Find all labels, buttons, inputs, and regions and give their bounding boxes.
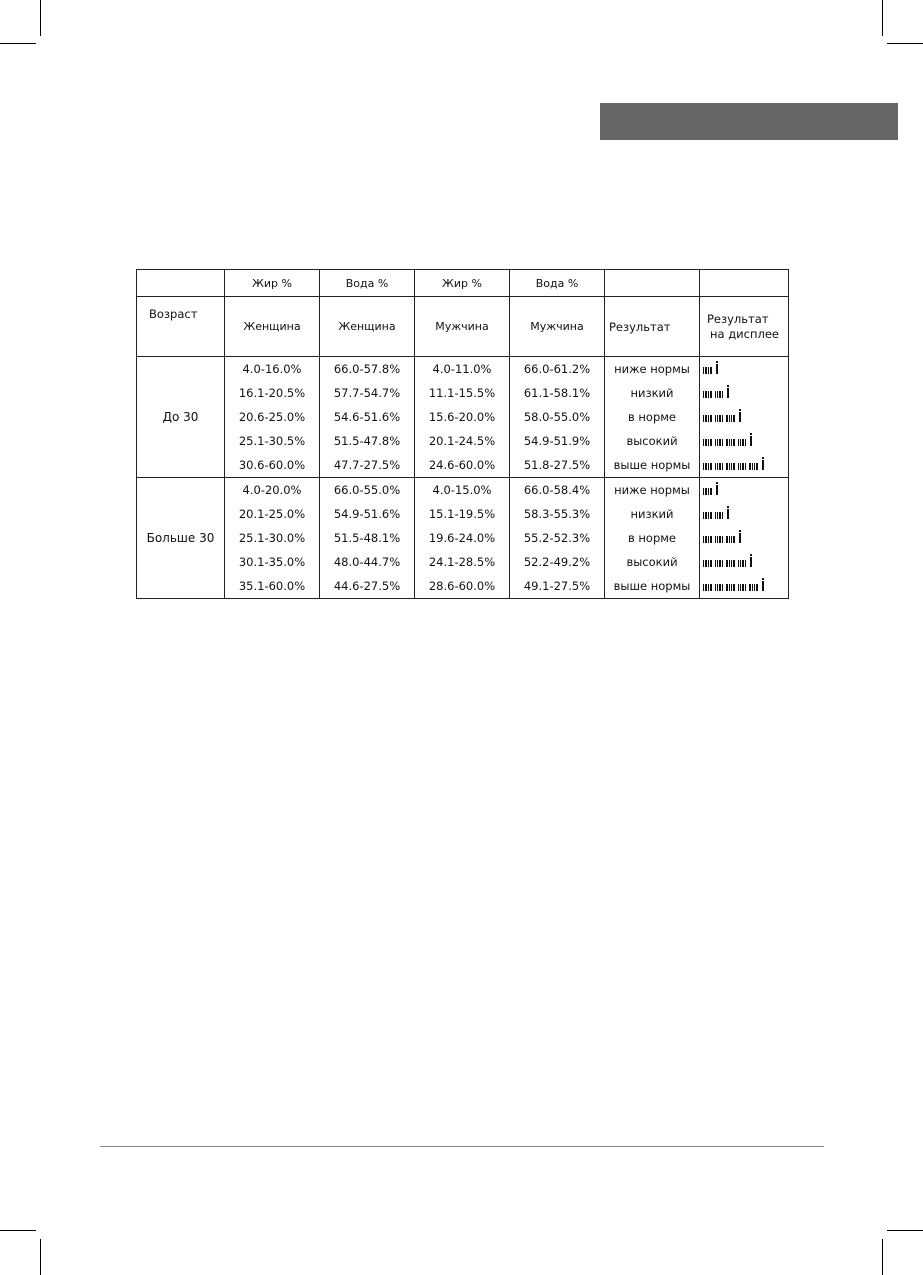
result-label: низкий xyxy=(630,507,674,521)
lcd-bar xyxy=(703,367,704,374)
lcd-bar xyxy=(710,439,711,446)
value: 58.3-55.3% xyxy=(523,507,591,521)
lcd-bar xyxy=(733,463,734,470)
lcd-bar-segment xyxy=(703,391,712,398)
lcd-bar-segment xyxy=(715,560,724,567)
lcd-bar xyxy=(754,463,755,470)
lcd-bars-icon xyxy=(703,388,729,398)
header-cell xyxy=(137,270,225,297)
lcd-bar xyxy=(717,391,718,398)
lcd-bar xyxy=(715,415,716,422)
value: 48.0-44.7% xyxy=(333,555,401,569)
header-cell-water-male: Вода % xyxy=(510,270,605,297)
lcd-bar xyxy=(726,463,727,470)
fat-female-cell xyxy=(225,478,320,599)
lcd-bar xyxy=(710,391,711,398)
crop-mark xyxy=(0,1230,36,1231)
lcd-bar xyxy=(729,560,730,567)
lcd-bar-segment xyxy=(726,584,735,591)
lcd-bar xyxy=(719,512,720,519)
lcd-bar-segment xyxy=(738,439,747,446)
crop-mark xyxy=(882,1239,883,1275)
age-group-row xyxy=(137,357,789,478)
lcd-bar xyxy=(740,584,741,591)
lcd-bar xyxy=(738,584,739,591)
lcd-bars-icon xyxy=(703,533,741,543)
lcd-bar xyxy=(703,560,704,567)
lcd-bar xyxy=(710,560,711,567)
lcd-bars-icon xyxy=(703,460,764,470)
display-cell xyxy=(700,357,789,478)
lcd-bar xyxy=(722,391,723,398)
lcd-bar-segment xyxy=(715,512,724,519)
header-cell xyxy=(605,270,700,297)
lcd-bar xyxy=(752,584,753,591)
lcd-marker-icon xyxy=(762,460,764,470)
lcd-bar xyxy=(715,512,716,519)
value: 57.7-54.7% xyxy=(333,386,401,400)
lcd-bar-segment xyxy=(703,584,712,591)
lcd-marker-icon xyxy=(727,388,729,398)
header-cell xyxy=(700,270,789,297)
lcd-bar xyxy=(754,584,755,591)
lcd-bar xyxy=(710,584,711,591)
lcd-bar xyxy=(705,439,706,446)
lcd-bar xyxy=(708,463,709,470)
header-row-2 xyxy=(137,297,789,357)
display-indicator xyxy=(703,381,729,405)
lcd-bar xyxy=(705,536,706,543)
lcd-bar xyxy=(722,463,723,470)
lcd-bar xyxy=(703,512,704,519)
result-label: выше нормы xyxy=(613,579,691,593)
result-label: высокий xyxy=(626,434,678,448)
value: 47.7-27.5% xyxy=(333,458,401,472)
lcd-bar xyxy=(726,415,727,422)
lcd-bar xyxy=(719,536,720,543)
lcd-bar xyxy=(715,584,716,591)
lcd-bar-segment xyxy=(703,415,712,422)
lcd-bar xyxy=(708,536,709,543)
lcd-bar xyxy=(742,439,743,446)
lcd-bar xyxy=(715,391,716,398)
lcd-bar xyxy=(731,584,732,591)
lcd-bar xyxy=(731,536,732,543)
lcd-bar-segment xyxy=(715,415,724,422)
lcd-bar xyxy=(719,439,720,446)
lcd-marker-icon xyxy=(739,533,741,543)
lcd-bar xyxy=(749,463,750,470)
lcd-bar-segment xyxy=(715,536,724,543)
lcd-bar-segment xyxy=(726,560,735,567)
lcd-bar-segment xyxy=(703,512,712,519)
value: 28.6-60.0% xyxy=(428,579,496,593)
lcd-marker-icon xyxy=(750,436,752,446)
value: 15.1-19.5% xyxy=(428,507,496,521)
crop-mark xyxy=(882,0,883,36)
lcd-bar xyxy=(710,415,711,422)
lcd-bars-icon xyxy=(703,557,752,567)
lcd-bar xyxy=(742,584,743,591)
lcd-bar xyxy=(722,536,723,543)
lcd-bar xyxy=(708,367,709,374)
lcd-bar xyxy=(729,439,730,446)
value: 51.5-47.8% xyxy=(333,434,401,448)
result-label: в норме xyxy=(627,531,677,545)
lcd-bar xyxy=(756,463,757,470)
value: 49.1-27.5% xyxy=(523,579,591,593)
lcd-marker-icon xyxy=(739,412,741,422)
fat-male-cell xyxy=(415,478,510,599)
lcd-bar xyxy=(710,463,711,470)
lcd-bar xyxy=(715,536,716,543)
age-group-label: До 30 xyxy=(137,357,225,478)
lcd-bar-segment xyxy=(749,463,758,470)
lcd-bar xyxy=(738,439,739,446)
lcd-bar-segment xyxy=(703,463,712,470)
lcd-bar xyxy=(717,560,718,567)
value: 20.1-25.0% xyxy=(238,507,306,521)
lcd-bar xyxy=(745,439,746,446)
lcd-bar xyxy=(722,439,723,446)
lcd-bar xyxy=(703,463,704,470)
lcd-bar xyxy=(733,584,734,591)
crop-mark xyxy=(887,43,923,44)
value: 54.9-51.6% xyxy=(333,507,401,521)
header-cell-fat-male: Жир % xyxy=(415,270,510,297)
header-cell-fat-female: Жир % xyxy=(225,270,320,297)
value: 4.0-15.0% xyxy=(432,483,492,497)
lcd-bar xyxy=(708,391,709,398)
header-male-1: Мужчина xyxy=(415,297,510,357)
header-female-2: Женщина xyxy=(320,297,415,357)
value: 11.1-15.5% xyxy=(428,386,496,400)
water-male-cell xyxy=(510,357,605,478)
lcd-bar xyxy=(733,536,734,543)
lcd-bar xyxy=(703,391,704,398)
lcd-bar xyxy=(733,560,734,567)
lcd-bar xyxy=(705,488,706,495)
lcd-bars-icon xyxy=(703,436,752,446)
display-indicator xyxy=(703,502,729,526)
lcd-bar xyxy=(740,439,741,446)
lcd-bar xyxy=(703,415,704,422)
crop-mark xyxy=(0,43,36,44)
lcd-bar xyxy=(749,584,750,591)
lcd-bar xyxy=(731,439,732,446)
lcd-bar xyxy=(729,584,730,591)
lcd-bar xyxy=(708,560,709,567)
display-indicator xyxy=(703,574,764,598)
value: 24.1-28.5% xyxy=(428,555,496,569)
result-label: в норме xyxy=(627,410,677,424)
value: 4.0-16.0% xyxy=(242,362,302,376)
lcd-bar-segment xyxy=(703,560,712,567)
header-display xyxy=(700,297,789,357)
lcd-bar-segment xyxy=(715,584,724,591)
lcd-bars-icon xyxy=(703,485,718,495)
header-row-1 xyxy=(137,270,789,297)
section-header-bar xyxy=(600,103,898,140)
lcd-bar xyxy=(705,512,706,519)
lcd-bar-segment xyxy=(726,415,735,422)
crop-mark xyxy=(887,1230,923,1231)
lcd-bars-icon xyxy=(703,581,764,591)
lcd-marker-icon xyxy=(716,485,718,495)
lcd-bar xyxy=(756,584,757,591)
crop-mark xyxy=(40,1239,41,1275)
lcd-bar xyxy=(703,536,704,543)
lcd-bar xyxy=(745,584,746,591)
lcd-bar xyxy=(729,415,730,422)
age-group-label: Больше 30 xyxy=(137,478,225,599)
header-result: Результат xyxy=(605,297,700,357)
lcd-bar-segment xyxy=(703,536,712,543)
lcd-bar xyxy=(705,584,706,591)
lcd-bar-segment xyxy=(703,367,712,374)
display-indicator xyxy=(703,405,741,429)
lcd-bar xyxy=(738,560,739,567)
water-male-cell xyxy=(510,478,605,599)
value: 51.5-48.1% xyxy=(333,531,401,545)
value: 52.2-49.2% xyxy=(523,555,591,569)
lcd-bar-segment xyxy=(715,463,724,470)
value: 54.9-51.9% xyxy=(523,434,591,448)
result-label: низкий xyxy=(630,386,674,400)
header-age: Возраст xyxy=(137,297,225,357)
lcd-bar xyxy=(719,463,720,470)
value: 66.0-58.4% xyxy=(523,483,591,497)
lcd-bar xyxy=(740,560,741,567)
lcd-bar xyxy=(708,415,709,422)
value: 66.0-55.0% xyxy=(333,483,401,497)
lcd-bar xyxy=(731,415,732,422)
lcd-bar-segment xyxy=(726,463,735,470)
value: 66.0-61.2% xyxy=(523,362,591,376)
lcd-bar xyxy=(717,415,718,422)
lcd-bar-segment xyxy=(715,439,724,446)
value: 25.1-30.0% xyxy=(238,531,306,545)
value: 44.6-27.5% xyxy=(333,579,401,593)
value: 4.0-11.0% xyxy=(432,362,492,376)
lcd-bar xyxy=(719,415,720,422)
fat-male-cell xyxy=(415,357,510,478)
lcd-bar xyxy=(708,439,709,446)
body-composition-table-container xyxy=(136,269,789,599)
lcd-bar-segment xyxy=(738,463,747,470)
value: 35.1-60.0% xyxy=(238,579,306,593)
display-indicator xyxy=(703,429,752,453)
lcd-marker-icon xyxy=(727,509,729,519)
value: 15.6-20.0% xyxy=(428,410,496,424)
header-cell-water-female: Вода % xyxy=(320,270,415,297)
lcd-bar xyxy=(740,463,741,470)
lcd-bar xyxy=(710,488,711,495)
value: 25.1-30.5% xyxy=(238,434,306,448)
lcd-bar xyxy=(742,463,743,470)
lcd-bar xyxy=(733,439,734,446)
age-group-row xyxy=(137,478,789,599)
lcd-bar xyxy=(708,512,709,519)
lcd-bars-icon xyxy=(703,412,741,422)
value: 55.2-52.3% xyxy=(523,531,591,545)
header-display-line1: Результат xyxy=(707,311,769,326)
fat-female-cell xyxy=(225,357,320,478)
lcd-bars-icon xyxy=(703,364,718,374)
display-indicator xyxy=(703,357,718,381)
lcd-bar xyxy=(717,536,718,543)
lcd-bar xyxy=(752,463,753,470)
lcd-bar xyxy=(708,488,709,495)
lcd-bar xyxy=(717,463,718,470)
header-display-line2: на дисплее xyxy=(710,326,779,341)
value: 51.8-27.5% xyxy=(523,458,591,472)
lcd-bar xyxy=(717,512,718,519)
water-female-cell xyxy=(320,478,415,599)
lcd-bar xyxy=(731,463,732,470)
lcd-bar xyxy=(726,584,727,591)
lcd-bar-segment xyxy=(738,560,747,567)
value: 20.1-24.5% xyxy=(428,434,496,448)
lcd-bar-segment xyxy=(738,584,747,591)
lcd-bar xyxy=(722,512,723,519)
result-label: высокий xyxy=(626,555,678,569)
result-label: ниже нормы xyxy=(614,483,690,497)
value: 58.0-55.0% xyxy=(523,410,591,424)
value: 19.6-24.0% xyxy=(428,531,496,545)
lcd-bar xyxy=(705,463,706,470)
lcd-bar xyxy=(708,584,709,591)
lcd-bar xyxy=(722,560,723,567)
lcd-bar xyxy=(705,391,706,398)
lcd-bar xyxy=(705,367,706,374)
result-cell xyxy=(605,357,700,478)
lcd-bar xyxy=(717,439,718,446)
body-composition-table xyxy=(136,269,789,599)
lcd-bar xyxy=(717,584,718,591)
value: 4.0-20.0% xyxy=(242,483,302,497)
water-female-cell xyxy=(320,357,415,478)
lcd-bar xyxy=(715,439,716,446)
crop-mark xyxy=(40,0,41,36)
display-indicator xyxy=(703,526,741,550)
lcd-bar xyxy=(719,560,720,567)
lcd-bar xyxy=(729,463,730,470)
lcd-marker-icon xyxy=(762,581,764,591)
display-indicator xyxy=(703,453,764,477)
lcd-bar xyxy=(715,463,716,470)
lcd-bar xyxy=(745,560,746,567)
lcd-bar xyxy=(722,584,723,591)
lcd-bar xyxy=(733,415,734,422)
value: 54.6-51.6% xyxy=(333,410,401,424)
header-female-1: Женщина xyxy=(225,297,320,357)
lcd-bar xyxy=(705,415,706,422)
footer-rule xyxy=(100,1146,824,1147)
display-cell xyxy=(700,478,789,599)
lcd-bar xyxy=(719,584,720,591)
lcd-bar-segment xyxy=(749,584,758,591)
lcd-bar xyxy=(703,584,704,591)
lcd-bar xyxy=(715,560,716,567)
lcd-bar xyxy=(745,463,746,470)
lcd-bar-segment xyxy=(703,488,712,495)
lcd-bar xyxy=(705,560,706,567)
lcd-bar xyxy=(719,391,720,398)
value: 30.1-35.0% xyxy=(238,555,306,569)
lcd-bars-icon xyxy=(703,509,729,519)
value: 66.0-57.8% xyxy=(333,362,401,376)
value: 30.6-60.0% xyxy=(238,458,306,472)
lcd-bar xyxy=(710,367,711,374)
display-indicator xyxy=(703,550,752,574)
result-cell xyxy=(605,478,700,599)
lcd-bar xyxy=(710,536,711,543)
lcd-marker-icon xyxy=(750,557,752,567)
lcd-bar xyxy=(731,560,732,567)
lcd-bar xyxy=(742,560,743,567)
header-male-2: Мужчина xyxy=(510,297,605,357)
lcd-bar xyxy=(726,439,727,446)
value: 61.1-58.1% xyxy=(523,386,591,400)
lcd-bar-segment xyxy=(715,391,724,398)
lcd-bar xyxy=(703,439,704,446)
lcd-bar-segment xyxy=(726,439,735,446)
lcd-marker-icon xyxy=(716,364,718,374)
lcd-bar xyxy=(710,512,711,519)
lcd-bar xyxy=(729,536,730,543)
lcd-bar-segment xyxy=(726,536,735,543)
result-label: выше нормы xyxy=(613,458,691,472)
lcd-bar xyxy=(738,463,739,470)
lcd-bar xyxy=(726,560,727,567)
lcd-bar xyxy=(726,536,727,543)
value: 24.6-60.0% xyxy=(428,458,496,472)
lcd-bar xyxy=(722,415,723,422)
value: 20.6-25.0% xyxy=(238,410,306,424)
display-indicator xyxy=(703,478,718,502)
result-label: ниже нормы xyxy=(614,362,690,376)
value: 16.1-20.5% xyxy=(238,386,306,400)
lcd-bar-segment xyxy=(703,439,712,446)
lcd-bar xyxy=(703,488,704,495)
